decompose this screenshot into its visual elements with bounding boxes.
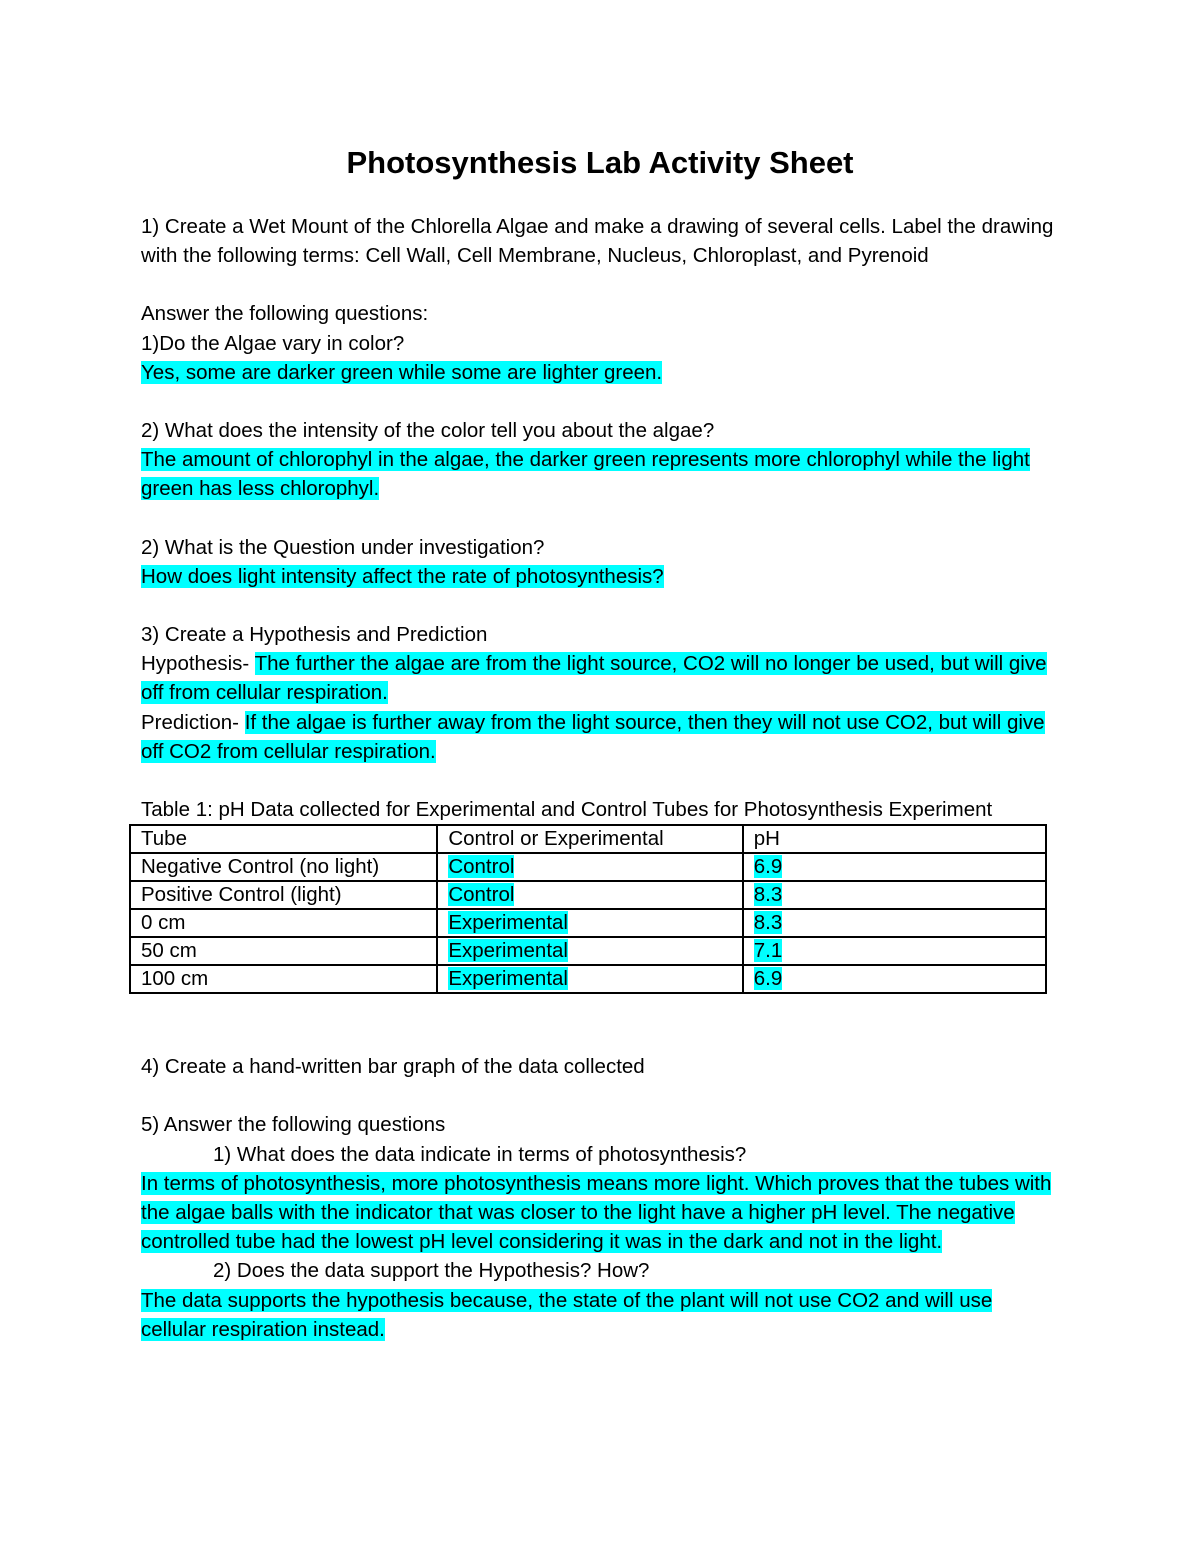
table-row [130,881,1046,909]
questions-heading-2: 5) Answer the following questions [141,1113,446,1137]
hypothesis [141,649,1061,707]
table-row [130,853,1046,881]
question-investigation: 2) What is the Question under investigation? [141,535,545,559]
cell-type [437,881,742,909]
cell-type [437,853,742,881]
cell-type [437,937,742,965]
instruction-bar-graph: 4) Create a hand-written bar graph of the data collected [141,1055,645,1079]
hypothesis-label: Hypothesis- [141,652,255,676]
prediction-text: If the algae is further away from the light source, then they will not use CO2, but will give off CO2 from cellular respiration. [141,710,1045,763]
cell-ph [743,853,1046,881]
cell-tube: 50 cm [130,937,437,965]
cell-ph-text: 8.3 [753,883,783,907]
cell-ph-text: 8.3 [753,911,783,935]
question-color-intensity: 2) What does the intensity of the color tell you about the algae? [141,419,715,443]
cell-tube: 0 cm [130,909,437,937]
page-title: Photosynthesis Lab Activity Sheet [346,145,854,180]
answer-investigation [141,562,1061,591]
answer-data-indicate-text: In terms of photosynthesis, more photosynthesis means more light. Which proves that the tubes with the algae balls with the indicator that was closer to the light have a higher pH level. The negative controlled tube had the lowest pH level considering it was in the dark and not in the light. [141,1171,1052,1254]
answer-color-intensity [141,445,1061,503]
hypothesis-text: The further the algae are from the light source, CO2 will no longer be used, but will give off from cellular respiration. [141,652,1047,705]
table-row [130,965,1046,993]
prediction-label: Prediction- [141,710,245,734]
answer-investigation-text: How does light intensity affect the rate of photosynthesis? [141,564,664,588]
cell-ph [743,937,1046,965]
answer-color-intensity-text: The amount of chlorophyl in the algae, the darker green represents more chlorophyl while the light green has less chlorophyl. [141,448,1030,501]
cell-ph [743,965,1046,993]
answer-algae-color [141,358,1061,387]
cell-tube: 100 cm [130,965,437,993]
answer-support-hypothesis-text: The data supports the hypothesis because, the state of the plant will not use CO2 and will use cellular respiration instead. [141,1288,993,1341]
cell-type-text: Experimental [448,911,568,935]
header-ph: pH [743,825,1046,853]
answer-support-hypothesis [141,1286,1061,1344]
cell-ph [743,881,1046,909]
prediction [141,708,1061,766]
question-data-indicate: 1) What does the data indicate in terms of photosynthesis? [213,1142,747,1166]
cell-type-text: Experimental [448,939,568,963]
cell-ph-text: 7.1 [753,939,783,963]
questions-heading: Answer the following questions: [141,302,429,326]
question-support-hypothesis: 2) Does the data support the Hypothesis? How? [213,1259,650,1283]
table-caption: Table 1: pH Data collected for Experimental and Control Tubes for Photosynthesis Experiment [141,798,993,822]
instruction-wet-mount: 1) Create a Wet Mount of the Chlorella Algae and make a drawing of several cells. Label the drawing with the following terms: Cell Wall, Cell Membrane, Nucleus, Chloroplast, and Pyrenoid [141,215,1054,268]
cell-type-text: Experimental [448,967,568,991]
cell-type [437,965,742,993]
table-row [130,909,1046,937]
question-algae-color: 1)Do the Algae vary in color? [141,331,405,355]
document-body [141,212,1061,1344]
table-row [130,937,1046,965]
table-header-row [130,825,1046,853]
cell-ph-text: 6.9 [753,967,783,991]
cell-type [437,909,742,937]
ph-data-table [129,824,1047,994]
cell-ph [743,909,1046,937]
answer-data-indicate [141,1169,1061,1257]
cell-ph-text: 6.9 [753,855,783,879]
cell-tube: Negative Control (no light) [130,853,437,881]
question-hypothesis: 3) Create a Hypothesis and Prediction [141,623,488,647]
header-tube: Tube [130,825,437,853]
cell-type-text: Control [448,855,515,879]
answer-algae-color-text: Yes, some are darker green while some are lighter green. [141,360,663,384]
header-control-or-experimental: Control or Experimental [437,825,742,853]
cell-tube: Positive Control (light) [130,881,437,909]
cell-type-text: Control [448,883,515,907]
